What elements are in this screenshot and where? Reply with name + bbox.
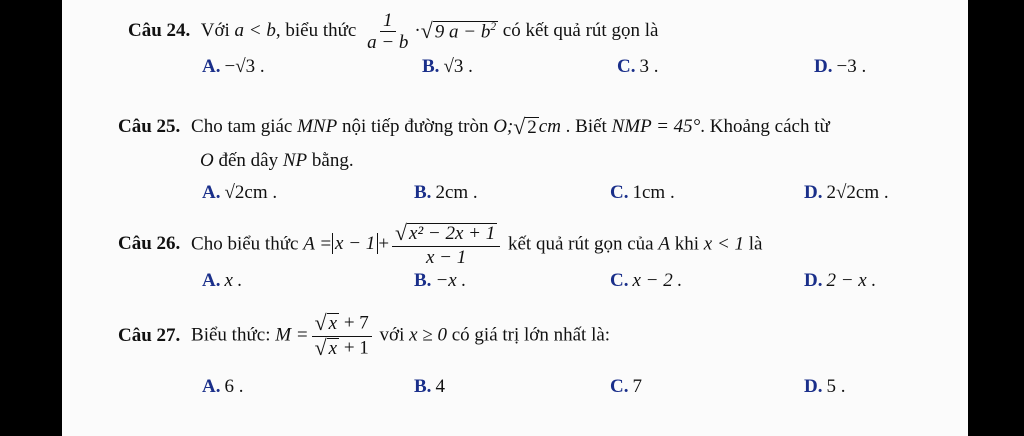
option-value: −x . bbox=[435, 270, 467, 291]
math-lhs: M = bbox=[275, 324, 309, 346]
sqrt-argument: x² − 2x + 1 bbox=[409, 223, 496, 244]
option-c[interactable]: C. x − 2 . bbox=[610, 270, 683, 291]
option-value: 2cm . bbox=[435, 182, 478, 203]
option-c[interactable]: C. 3 . bbox=[617, 56, 659, 77]
option-value: 1cm . bbox=[632, 182, 675, 203]
math-segment: NP bbox=[282, 150, 308, 171]
question-text: kết quả rút gọn của bbox=[508, 233, 654, 255]
document-page bbox=[62, 0, 968, 436]
option-value: 7 bbox=[632, 376, 642, 397]
question-text: bằng. bbox=[311, 150, 354, 171]
math-dot: · bbox=[414, 19, 421, 41]
option-value: 2 − x . bbox=[826, 270, 877, 291]
math-fraction: √ x² − 2x + 1 x − 1 bbox=[392, 222, 500, 268]
option-value: 4 bbox=[435, 376, 445, 397]
fraction-denominator: a − b bbox=[367, 32, 409, 53]
question-text: . Khoảng cách từ bbox=[700, 116, 830, 137]
question-text: , biểu thức bbox=[275, 19, 357, 41]
sqrt-argument: x bbox=[328, 313, 338, 334]
question-text: nội tiếp đường tròn bbox=[341, 116, 489, 137]
math-condition: x < 1 bbox=[703, 233, 745, 255]
question-text: . Biết bbox=[565, 116, 607, 137]
option-b[interactable]: B. 4 bbox=[414, 376, 445, 397]
question-25 bbox=[118, 116, 830, 139]
exponent: 2 bbox=[490, 20, 497, 33]
question-text: Với bbox=[200, 19, 230, 41]
math-triangle: MNP bbox=[297, 116, 338, 137]
option-a[interactable]: A. 6 . bbox=[202, 376, 244, 397]
math-unit: cm bbox=[538, 116, 561, 137]
option-value: √2cm . bbox=[224, 182, 278, 203]
option-d[interactable]: D. 5 . bbox=[804, 376, 846, 397]
math-point: O bbox=[200, 150, 214, 171]
question-label: Câu 27. bbox=[118, 324, 181, 346]
option-value: x − 2 . bbox=[632, 270, 683, 291]
question-text: có giá trị lớn nhất là: bbox=[451, 324, 611, 346]
option-value: 2√2cm . bbox=[826, 182, 889, 203]
option-value: −√3 . bbox=[224, 56, 265, 77]
question-26 bbox=[118, 222, 763, 268]
question-25-line2 bbox=[200, 150, 354, 172]
question-text: khi bbox=[674, 233, 700, 255]
question-label: Câu 26. bbox=[118, 233, 181, 255]
option-value: √3 . bbox=[443, 56, 473, 77]
question-text: Cho tam giác bbox=[191, 116, 293, 137]
math-angle: NMP = 45° bbox=[611, 116, 701, 137]
option-value: 5 . bbox=[826, 376, 846, 397]
option-c[interactable]: C. 7 bbox=[610, 376, 642, 397]
question-text: đến dây bbox=[218, 150, 279, 171]
question-text: Biểu thức: bbox=[191, 324, 271, 346]
question-text: là bbox=[748, 233, 763, 255]
math-variable: A bbox=[658, 233, 670, 255]
option-d[interactable]: D. 2 − x . bbox=[804, 270, 877, 291]
option-c[interactable]: C. 1cm . bbox=[610, 182, 675, 203]
question-text: có kết quả rút gọn là bbox=[502, 19, 659, 41]
math-circle: O; bbox=[493, 116, 514, 137]
question-label: Câu 24. bbox=[128, 19, 191, 41]
fraction-denominator-tail: + 1 bbox=[343, 337, 369, 359]
option-value: 3 . bbox=[639, 56, 659, 77]
question-text: Cho biểu thức bbox=[191, 233, 299, 255]
fraction-numerator: 1 bbox=[380, 10, 396, 32]
question-24 bbox=[128, 10, 658, 53]
math-lhs: A = bbox=[303, 233, 333, 255]
option-d[interactable]: D. 2√2cm . bbox=[804, 182, 889, 203]
math-operator: + bbox=[378, 233, 390, 255]
fraction-numerator-tail: + 7 bbox=[343, 312, 369, 334]
math-fraction bbox=[364, 10, 411, 53]
option-b[interactable]: B. −x . bbox=[414, 270, 467, 291]
question-label: Câu 25. bbox=[118, 116, 181, 137]
math-condition: x ≥ 0 bbox=[409, 324, 447, 346]
sqrt-argument: x bbox=[328, 337, 338, 359]
option-value: x . bbox=[224, 270, 243, 291]
sqrt-argument: 9 a − b bbox=[434, 20, 491, 42]
option-a[interactable]: A. −√3 . bbox=[202, 56, 265, 77]
sqrt-argument: 2 bbox=[527, 116, 537, 138]
question-text: với bbox=[379, 324, 405, 346]
math-condition: a < b bbox=[234, 19, 276, 41]
math-sqrt: √ 2 bbox=[513, 114, 537, 139]
option-value: −3 . bbox=[836, 56, 867, 77]
math-absolute-value: x − 1 bbox=[332, 233, 378, 254]
option-d[interactable]: D. −3 . bbox=[814, 56, 867, 77]
math-sqrt: √ 9 $a - b^2$ bbox=[420, 18, 497, 43]
option-b[interactable]: B. 2cm . bbox=[414, 182, 478, 203]
option-value: 6 . bbox=[224, 376, 244, 397]
math-fraction: √ x + 7 √ x + 1 bbox=[312, 312, 372, 361]
fraction-denominator: x − 1 bbox=[426, 246, 467, 268]
question-27 bbox=[118, 312, 610, 361]
option-b[interactable]: B. √3 . bbox=[422, 56, 473, 77]
option-a[interactable]: A. √2cm . bbox=[202, 182, 278, 203]
option-a[interactable]: A. x . bbox=[202, 270, 243, 291]
